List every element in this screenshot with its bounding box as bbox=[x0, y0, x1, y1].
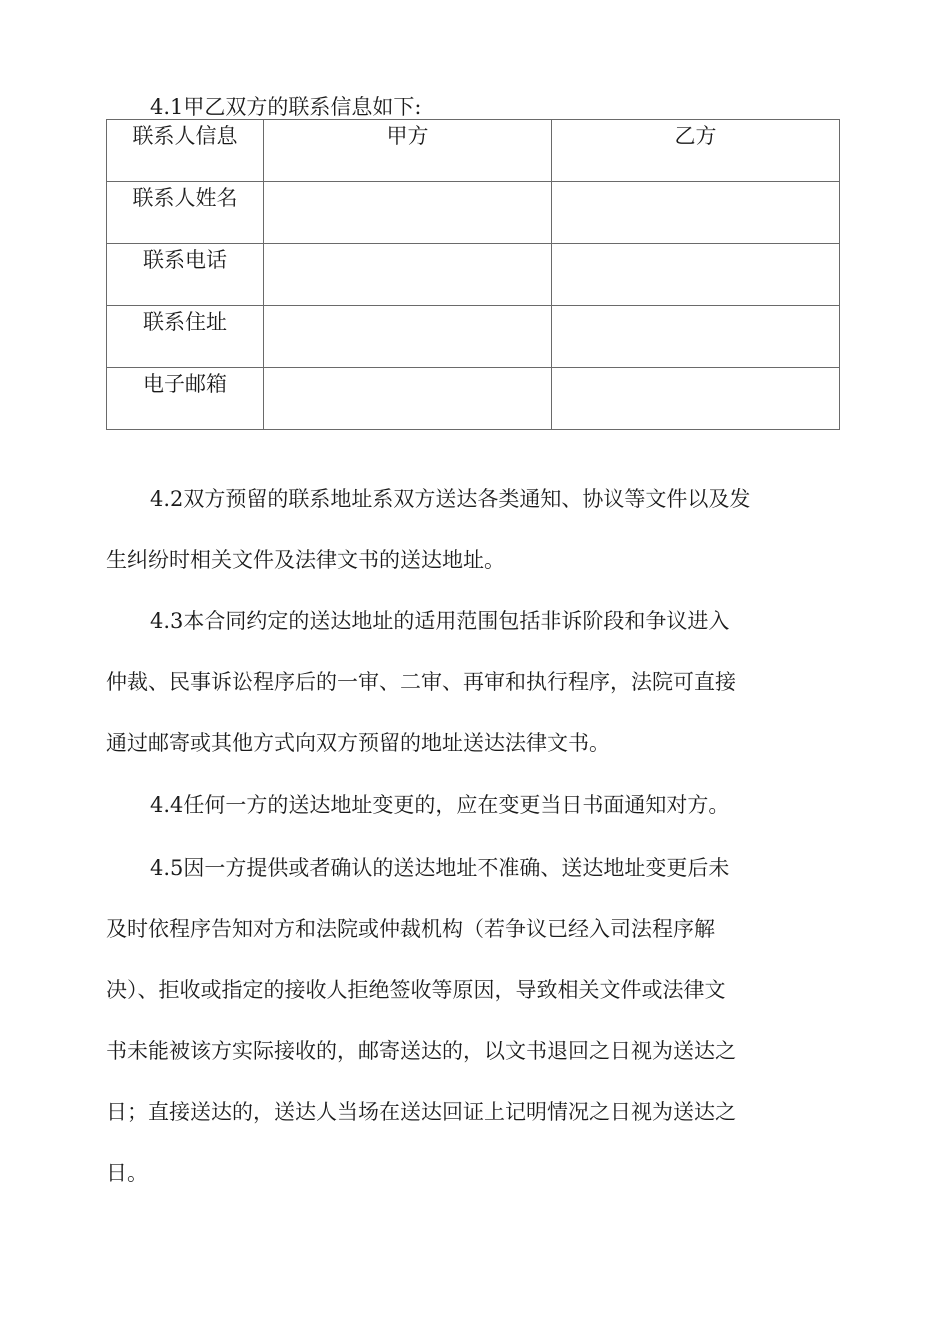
table-row-name bbox=[107, 182, 840, 244]
paragraph-4-2 bbox=[106, 469, 841, 591]
row-label: 电子邮箱 bbox=[143, 372, 227, 396]
paragraph-4-5 bbox=[106, 838, 841, 1204]
paragraph-4-3 bbox=[106, 591, 841, 774]
party-b-phone-value bbox=[552, 244, 839, 245]
party-b-name-cell bbox=[552, 182, 840, 244]
row-label-cell bbox=[107, 182, 264, 244]
table-row-phone bbox=[107, 244, 840, 306]
paragraph-line: 4.4任何一方的送达地址变更的，应在变更当日书面通知对方。 bbox=[150, 793, 730, 817]
party-a-email-cell bbox=[264, 368, 552, 430]
header-cell-info bbox=[107, 120, 264, 182]
party-b-address-cell bbox=[552, 306, 840, 368]
paragraph-line: 通过邮寄或其他方式向双方预留的地址送达法律文书。 bbox=[106, 731, 610, 755]
party-a-address-cell bbox=[264, 306, 552, 368]
paragraph-line: 4.3本合同约定的送达地址的适用范围包括非诉阶段和争议进入 bbox=[150, 609, 730, 633]
party-a-name-value bbox=[264, 182, 551, 183]
table-header-row bbox=[107, 120, 840, 182]
header-label-party-b: 乙方 bbox=[674, 124, 717, 148]
party-a-phone-value bbox=[264, 244, 551, 245]
paragraph-line: 日。 bbox=[106, 1161, 148, 1185]
paragraph-line: 4.5因一方提供或者确认的送达地址不准确、送达地址变更后未 bbox=[150, 856, 730, 880]
table-row-address bbox=[107, 306, 840, 368]
party-b-name-value bbox=[552, 182, 839, 183]
paragraph-line: 4.2双方预留的联系地址系双方送达各类通知、协议等文件以及发 bbox=[150, 487, 751, 511]
party-a-email-value bbox=[264, 368, 551, 369]
paragraph-line: 仲裁、民事诉讼程序后的一审、二审、再审和执行程序，法院可直接 bbox=[106, 670, 736, 694]
row-label: 联系住址 bbox=[143, 310, 227, 334]
header-cell-party-b bbox=[552, 120, 840, 182]
row-label: 联系电话 bbox=[143, 248, 227, 272]
party-a-address-value bbox=[264, 306, 551, 307]
row-label-cell bbox=[107, 244, 264, 306]
party-b-email-cell bbox=[552, 368, 840, 430]
table-row-email bbox=[107, 368, 840, 430]
paragraph-line: 决）、拒收或指定的接收人拒绝签收等原因，导致相关文件或法律文 bbox=[106, 978, 726, 1002]
contact-info-table bbox=[106, 119, 840, 430]
header-cell-party-a bbox=[264, 120, 552, 182]
row-label: 联系人姓名 bbox=[132, 186, 238, 210]
party-b-email-value bbox=[552, 368, 839, 369]
row-label-cell bbox=[107, 368, 264, 430]
paragraph-4-4 bbox=[106, 775, 841, 836]
row-label-cell bbox=[107, 306, 264, 368]
header-label-party-a: 甲方 bbox=[386, 124, 429, 148]
header-label-info: 联系人信息 bbox=[132, 124, 238, 148]
party-a-name-cell bbox=[264, 182, 552, 244]
paragraph-line: 生纠纷时相关文件及法律文书的送达地址。 bbox=[106, 548, 505, 572]
party-b-address-value bbox=[552, 306, 839, 307]
party-a-phone-cell bbox=[264, 244, 552, 306]
paragraph-line: 及时依程序告知对方和法院或仲裁机构（若争议已经入司法程序解 bbox=[106, 917, 715, 941]
paragraph-line: 日；直接送达的，送达人当场在送达回证上记明情况之日视为送达之 bbox=[106, 1100, 736, 1124]
section-4-1-heading: 4.1甲乙双方的联系信息如下: bbox=[150, 95, 422, 119]
paragraph-line: 书未能被该方实际接收的，邮寄送达的，以文书退回之日视为送达之 bbox=[106, 1039, 736, 1063]
party-b-phone-cell bbox=[552, 244, 840, 306]
